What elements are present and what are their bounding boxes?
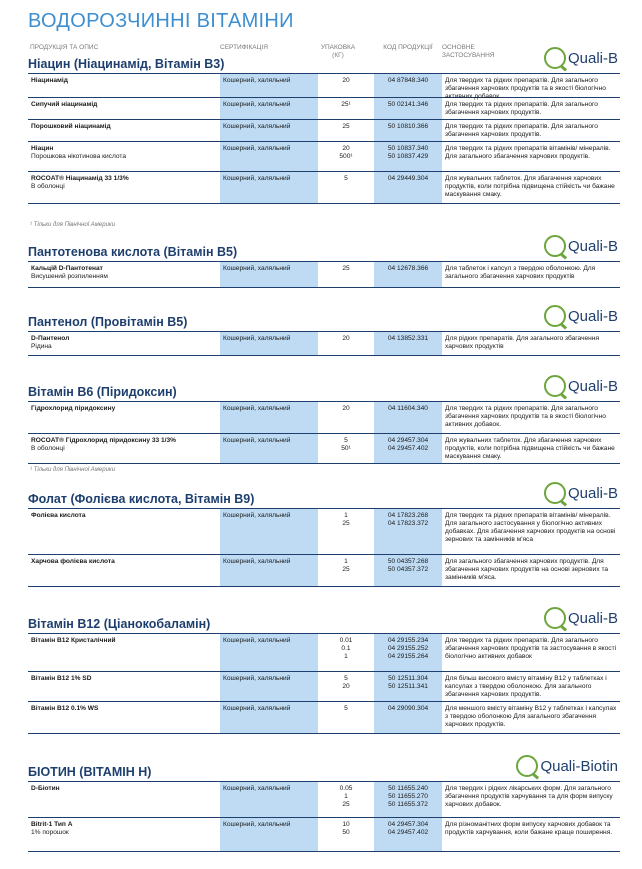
product-name: Порошковий ніацинамід	[31, 123, 111, 130]
section-vitamin-b6	[28, 377, 620, 464]
col-header-product: ПРОДУКЦІЯ ТА ОПИС	[30, 44, 99, 51]
certification: Кошерний, халяльний	[220, 262, 318, 287]
packaging: 20	[342, 405, 350, 412]
table-row	[28, 120, 620, 142]
table-row	[28, 818, 620, 852]
col-header-code: КОД ПРОДУКЦІЇ	[383, 44, 433, 51]
product-code: 04 29457.304 04 29457.402	[374, 818, 442, 851]
section-header	[28, 609, 620, 634]
application: Для загального збагачення харчових продуктів. Для збагачення харчових продуктів на основі зернових та замінників м'яса.	[445, 558, 609, 581]
product-name: Ніацинамід	[31, 77, 68, 84]
table-row	[28, 402, 620, 434]
certification: Кошерний, халяльний	[220, 402, 318, 433]
section-title: Пантотенова кислота (Вітамін B5)	[28, 245, 238, 259]
footnote: ¹ Тільки для Північної Америки	[30, 222, 116, 228]
certification: Кошерний, халяльний	[220, 142, 318, 171]
product-description: Порошкова нікотинова кислота	[31, 153, 127, 160]
product-code: 04 29457.304 04 29457.402	[374, 434, 442, 463]
quali-b-logo: Quali-B	[544, 46, 618, 70]
packaging: 25	[342, 265, 350, 272]
product-name: ROCOAT® Гідрохлорид піридоксину 33 1/3%	[31, 437, 177, 444]
packaging: 20	[342, 77, 350, 84]
quali-q-icon	[516, 755, 538, 777]
certification: Кошерний, халяльний	[220, 172, 318, 203]
quali-b-logo: Quali-B	[544, 234, 618, 258]
application: Для різноманітних форм випуску харчових добавок та продуктів харчування, коли бажане краще поширення.	[445, 821, 613, 836]
section-header	[28, 307, 620, 332]
certification: Кошерний, халяльний	[220, 74, 318, 97]
product-code: 50 02141.346	[374, 98, 442, 119]
product-name: Вітамін B12 1% SD	[31, 675, 92, 682]
application: Для більш високого вмісту вітаміну B12 у таблетках і капсулах з твердою оболонкою. Для загального збагачення харчових продуктів.	[445, 675, 607, 698]
packaging: 1 25	[342, 512, 350, 527]
table-row	[28, 634, 620, 672]
table-row	[28, 98, 620, 120]
page-title: ВОДОРОЗЧИННІ ВІТАМІНИ	[28, 10, 294, 32]
product-code: 04 11604.340	[374, 402, 442, 433]
product-name: Вітамін B12 Кристалічний	[31, 637, 116, 644]
table-row	[28, 672, 620, 702]
quali-b-logo: Quali-B	[544, 374, 618, 398]
section-title: БІОТИН (ВІТАМІН H)	[28, 765, 152, 779]
packaging: 5 50¹	[341, 437, 351, 452]
certification: Кошерний, халяльний	[220, 555, 318, 586]
product-name: Кальцій D-Пантотенат	[31, 265, 103, 272]
application: Для твердих та рідких препаратів вітамінів/ мінералів. Для загального застосування у біологічно активних добавках. Для збагачення харчових продуктів на основі зернових та замінників м'яса	[445, 512, 616, 543]
quali-b-logo: Quali-B	[544, 304, 618, 328]
product-description: В оболонці	[31, 183, 65, 190]
table-row	[28, 142, 620, 172]
packaging: 20	[342, 335, 350, 342]
section-header	[28, 484, 620, 509]
product-name: ROCOAT® Ніацинамід 33 1/3%	[31, 175, 129, 182]
product-code: 04 87848.340	[374, 74, 442, 97]
section-title: Ніацин (Ніацинамід, Вітамін B3)	[28, 57, 225, 71]
product-code: 04 29449.304	[374, 172, 442, 203]
certification: Кошерний, халяльний	[220, 98, 318, 119]
certification: Кошерний, халяльний	[220, 332, 318, 355]
quali-q-icon	[544, 375, 566, 397]
certification: Кошерний, халяльний	[220, 818, 318, 851]
product-description: Висушений розпиленням	[31, 273, 108, 280]
application: Для твердих та рідких препаратів. Для загального збагачення харчових продуктів.	[445, 123, 598, 138]
application: Для таблеток і капсул з твердою оболонкою. Для загального збагачення харчових продуктів	[445, 265, 596, 280]
product-code: 04 13852.331	[374, 332, 442, 355]
section-title: Вітамін B12 (Ціанокобаламін)	[28, 617, 211, 631]
product-name: Ніацин	[31, 145, 54, 152]
packaging: 10 50	[342, 821, 350, 836]
table-row	[28, 262, 620, 288]
application: Для твердих та рідких препаратів. Для загального збагачення харчових продуктів та застосування в якості біологічно активних добавок	[445, 637, 617, 660]
quali-q-icon	[544, 47, 566, 69]
section-header	[28, 237, 620, 262]
footnote: ¹ Тільки для Північної Америки	[30, 467, 116, 473]
col-header-packaging: УПАКОВКА (КГ)	[320, 44, 356, 59]
quali-q-icon	[544, 607, 566, 629]
section-biotin	[28, 757, 620, 852]
application: Для твердих та рідких препаратів вітамінів/ мінералів. Для загального збагачення харчових продуктів.	[445, 145, 611, 160]
section-panthenol	[28, 307, 620, 356]
section-title: Пантенол (Провітамін B5)	[28, 315, 188, 329]
packaging: 5 20	[342, 675, 350, 690]
product-code: 50 12511.304 50 12511.341	[374, 672, 442, 701]
product-code: 04 17823.268 04 17823.372	[374, 509, 442, 554]
table-row	[28, 74, 620, 98]
product-code: 04 12678.366	[374, 262, 442, 287]
application: Для жувальних таблеток. Для збагачення харчових продуктів, коли потрібна підвищена стійкість чи бажане маскування смаку.	[445, 175, 615, 198]
packaging: 1 25	[342, 558, 350, 573]
product-name: Вітамін B12 0.1% WS	[31, 705, 99, 712]
application: Для твердих та рідких препаратів. Для загального збагачення харчових продуктів та в якості біологічно активних добавок.	[445, 405, 606, 428]
application: Для меншого вмісту вітаміну B12 у таблетках і капсулах з твердою оболонкою Для загального збагачення харчових продуктів.	[445, 705, 617, 728]
packaging: 25¹	[341, 101, 351, 108]
table-row	[28, 434, 620, 464]
quali-b-logo: Quali-B	[544, 481, 618, 505]
col-header-application: ОСНОВНЕ ЗАСТОСУВАННЯ	[442, 44, 495, 59]
product-description: 1% порошок	[31, 829, 69, 836]
application: Для твердих та рідких препаратів. Для загального збагачення харчових продуктів та в якості біологічно активних добавок.	[445, 77, 606, 100]
certification: Кошерний, халяльний	[220, 120, 318, 141]
packaging: 25	[342, 123, 350, 130]
certification: Кошерний, халяльний	[220, 672, 318, 701]
quali-b-logo: Quali-B	[544, 606, 618, 630]
section-folate	[28, 484, 620, 587]
table-row	[28, 782, 620, 818]
table-row	[28, 332, 620, 356]
product-name: Харчова фолієва кислота	[31, 558, 115, 565]
product-name: D-Біотин	[31, 785, 60, 792]
product-code: 04 29090.304	[374, 702, 442, 733]
certification: Кошерний, халяльний	[220, 702, 318, 733]
table-row	[28, 702, 620, 734]
quali-biotin-logo: Quali-Biotin	[516, 754, 618, 778]
application: Для твердих та рідких препаратів. Для загального збагачення харчових продуктів.	[445, 101, 598, 116]
table-row	[28, 172, 620, 204]
product-name: D-Пантенол	[31, 335, 70, 342]
section-pantothenic	[28, 237, 620, 288]
packaging: 0.05 1 25	[339, 785, 353, 808]
certification: Кошерний, халяльний	[220, 634, 318, 671]
product-code: 50 10837.340 50 10837.429	[374, 142, 442, 171]
product-code: 50 10810.366	[374, 120, 442, 141]
section-title: Фолат (Фолієва кислота, Вітамін B9)	[28, 492, 255, 506]
table-row	[28, 555, 620, 587]
packaging: 5	[344, 705, 348, 712]
packaging: 20 500¹	[339, 145, 353, 160]
section-vitamin-b12	[28, 609, 620, 734]
certification: Кошерний, халяльний	[220, 434, 318, 463]
quali-q-icon	[544, 482, 566, 504]
quali-q-icon	[544, 235, 566, 257]
col-header-certification: СЕРТИФІКАЦІЯ	[220, 44, 268, 51]
certification: Кошерний, халяльний	[220, 782, 318, 817]
application: Для твердих і рідких лікарських форм. Для загального збагачення продуктів харчування та для форм випуску харчових добавок.	[445, 785, 613, 808]
product-name: Гідрохлорид піридоксину	[31, 405, 116, 412]
table-row	[28, 509, 620, 555]
section-header	[28, 757, 620, 782]
section-title: Вітамін B6 (Піридоксин)	[28, 385, 177, 399]
certification: Кошерний, халяльний	[220, 509, 318, 554]
packaging: 0.01 0.1 1	[339, 637, 353, 660]
quali-q-icon	[544, 305, 566, 327]
application: Для рідких препаратів. Для загального збагачення харчових продуктів	[445, 335, 600, 350]
section-header	[28, 377, 620, 402]
product-code: 50 11655.240 50 11655.270 50 11655.372	[374, 782, 442, 817]
product-code: 50 04357.268 50 04357.372	[374, 555, 442, 586]
product-name: Фолієва кислота	[31, 512, 86, 519]
application: Для жувальних таблеток. Для збагачення харчових продуктів, коли потрібна підвищена стійкість чи бажане маскування смаку.	[445, 437, 615, 460]
product-name: Сипучий ніацинамід	[31, 101, 98, 108]
product-description: Рідина	[31, 343, 52, 350]
product-code: 04 29155.234 04 29155.252 04 29155.264	[374, 634, 442, 671]
packaging: 5	[344, 175, 348, 182]
product-description: В оболонці	[31, 445, 65, 452]
product-name: Bitrit-1 Тип A	[31, 821, 73, 828]
